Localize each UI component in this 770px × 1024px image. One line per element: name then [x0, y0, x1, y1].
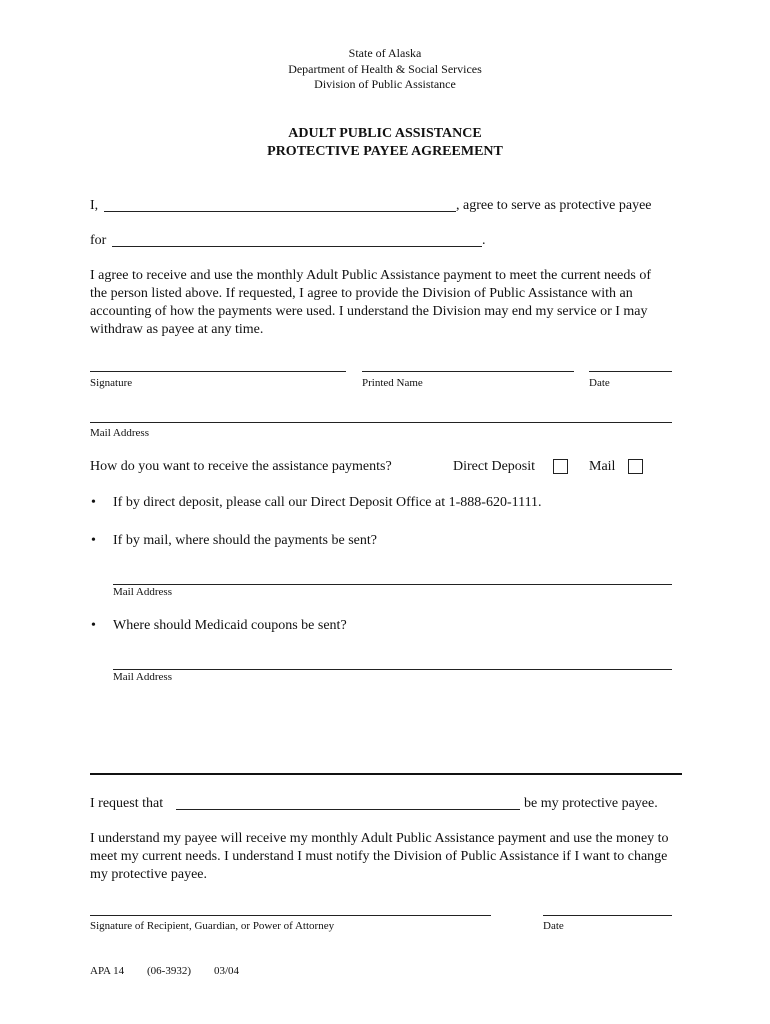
form-id: APA 14 — [90, 965, 125, 977]
recipient-name-prefix: for — [90, 233, 107, 248]
direct-deposit-instructions: If by direct deposit, please call our Direct Deposit Office at 1-888-620-1111. — [113, 495, 542, 510]
requested-payee-field[interactable] — [176, 809, 520, 810]
payment-mail-address-label: Mail Address — [113, 586, 172, 598]
medicaid-mail-address-label: Mail Address — [113, 671, 172, 683]
recipient-signature-field[interactable] — [90, 915, 491, 916]
form-revision: 03/04 — [214, 965, 240, 977]
agency-department: Department of Health & Social Services — [288, 62, 482, 76]
payee-name-prefix: I, — [90, 198, 99, 213]
request-suffix: be my protective payee. — [524, 796, 658, 811]
request-paragraph: I understand my payee will receive my monthly Adult Public Assistance payment and use the money to meet my current needs. I understand I must notify the Division of Public Assistance if I want to change my protective payee. — [90, 831, 669, 882]
agreement-paragraph: I agree to receive and use the monthly Adult Public Assistance payment to meet the current needs of the person listed above. If requested, I agree to provide the Division of Public Assistance with an accounting of how the payments were used. I understand the Division may end my service or I may withdraw as payee at any time. — [90, 268, 651, 337]
direct-deposit-label: Direct Deposit — [453, 459, 536, 474]
direct-deposit-checkbox[interactable] — [553, 459, 568, 474]
payee-name-field[interactable] — [104, 211, 456, 212]
payee-date-field[interactable] — [589, 371, 672, 372]
recipient-signature-label: Signature of Recipient, Guardian, or Power of Attorney — [90, 920, 335, 932]
request-prefix: I request that — [90, 796, 164, 811]
signature-label: Signature — [90, 377, 133, 389]
recipient-name-suffix: . — [482, 233, 486, 248]
payee-signature-field[interactable] — [90, 371, 346, 372]
section-divider — [90, 773, 682, 775]
mail-address-label: Mail Address — [90, 427, 149, 439]
bullet-marker: • — [91, 533, 96, 548]
payee-mail-address-field[interactable] — [90, 422, 672, 423]
payee-name-suffix: , agree to serve as protective payee — [456, 198, 652, 213]
mail-payment-question: If by mail, where should the payments be sent? — [113, 533, 377, 548]
mail-checkbox[interactable] — [628, 459, 643, 474]
recipient-date-field[interactable] — [543, 915, 672, 916]
agency-state: State of Alaska — [348, 46, 422, 60]
mail-option-label: Mail — [589, 459, 616, 474]
medicaid-coupons-question: Where should Medicaid coupons be sent? — [113, 618, 347, 633]
form-title-line1: ADULT PUBLIC ASSISTANCE — [288, 126, 482, 141]
agency-division: Division of Public Assistance — [314, 77, 456, 91]
payee-printed-name-field[interactable] — [362, 371, 574, 372]
bullet-marker: • — [91, 495, 96, 510]
medicaid-mail-address-field[interactable] — [113, 669, 672, 670]
printed-name-label: Printed Name — [362, 377, 423, 389]
form-number: (06-3932) — [147, 965, 191, 977]
payment-method-question: How do you want to receive the assistance payments? — [90, 459, 392, 474]
recipient-date-label: Date — [543, 920, 564, 932]
bullet-marker: • — [91, 618, 96, 633]
payment-mail-address-field[interactable] — [113, 584, 672, 585]
recipient-name-field[interactable] — [112, 246, 482, 247]
date-label: Date — [589, 377, 610, 389]
form-title-line2: PROTECTIVE PAYEE AGREEMENT — [267, 144, 503, 159]
